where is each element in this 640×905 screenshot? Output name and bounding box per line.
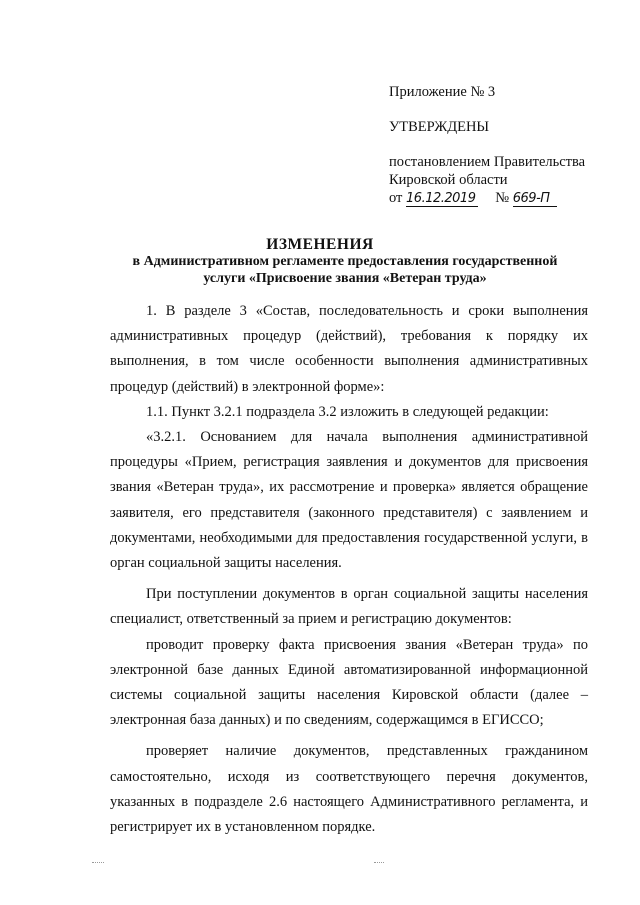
approved-label: УТВЕРЖДЕНЫ <box>389 119 490 135</box>
resolution-block <box>389 153 585 207</box>
resolution-date-line <box>389 189 585 207</box>
handwritten-date: 16.12.2019 <box>406 192 478 207</box>
paragraph-2: 1.1. Пункт 3.2.1 подраздела 3.2 изложить в следующей редакции: <box>146 403 549 420</box>
handwritten-number: 669-П <box>513 192 557 207</box>
paragraph-6: проверяет наличие документов, представленных гражданином самостоятельно, исходя из соответствующего перечня документов, указанных в подразделе 2.6 настоящего Административного регламента, и регистрирует их в установленном порядке. <box>110 743 588 836</box>
appendix-number: Приложение № 3 <box>389 84 496 100</box>
paragraph-5: проводит проверку факта присвоения звания «Ветеран труда» по электронной базе данных Единой автоматизированной информационной системы социальной защиты населения Кировской области (далее – электронная база данных) и по сведениям, содержащимся в ЕГИССО; <box>110 636 588 729</box>
resolution-line-1: постановлением Правительства <box>389 154 586 170</box>
scan-mark-center <box>374 862 384 863</box>
paragraph-4: При поступлении документов в орган социальной защиты населения специалист, ответственный за прием и регистрацию документов: <box>110 586 588 628</box>
document-title: ИЗМЕНЕНИЯ <box>266 236 374 253</box>
number-label: № <box>495 190 510 206</box>
from-label: от <box>389 190 403 206</box>
document-subtitle: в Административном регламенте предоставления государственной услуги «Присвоение звания «Ветеран труда» <box>132 254 558 286</box>
resolution-line-2: Кировской области <box>389 172 508 188</box>
scan-mark-left <box>92 862 104 863</box>
document-body <box>110 299 588 840</box>
paragraph-1: 1. В разделе 3 «Состав, последовательность и сроки выполнения административных процедур (действий), требования к порядку их выполнения, в том числе особенности выполнения административных процедур (действий) в электронной форме»: <box>110 303 588 395</box>
paragraph-3: «3.2.1. Основанием для начала выполнения административной процедуры «Прием, регистрация заявления и документов для присвоения звания «Ветеран труда», их рассмотрение и проверка» является обращение заявителя, его представителя (законного представителя) с заявлением и документами, необходимыми для предоставления государственной услуги, в орган социальной защиты населения. <box>110 429 588 572</box>
